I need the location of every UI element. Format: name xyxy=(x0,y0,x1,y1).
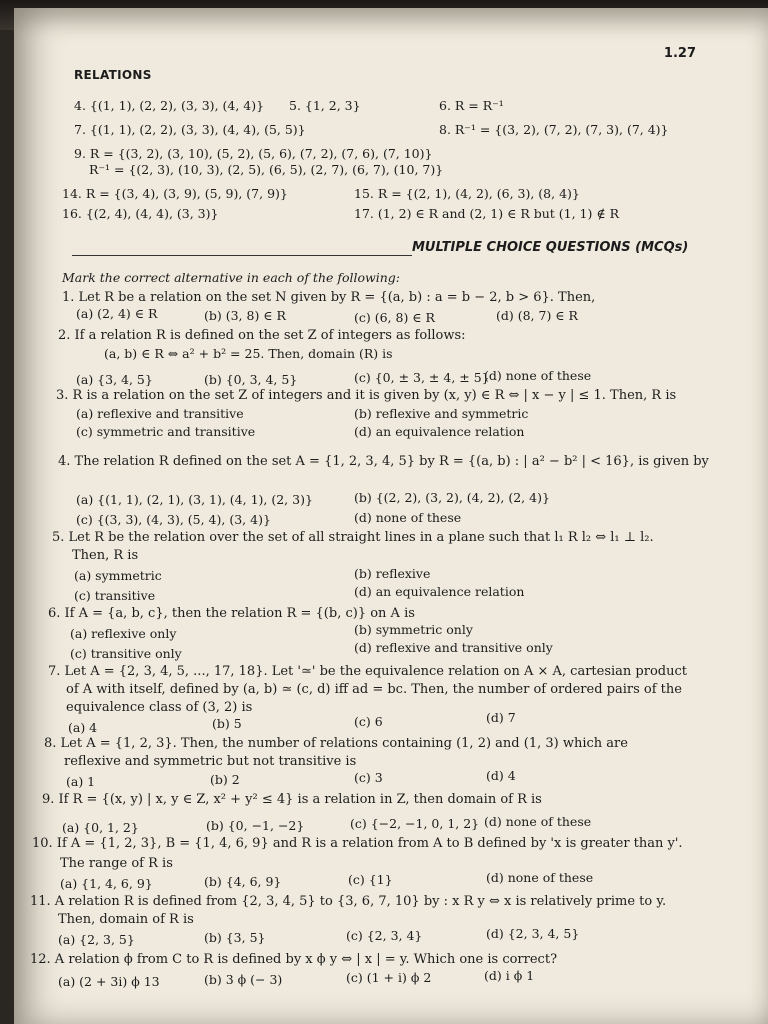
q5-option-a: (a) symmetric xyxy=(74,568,162,583)
q6-text: 6. If A = {a, b, c}, then the relation R = {(b, c)} on A is xyxy=(48,606,415,621)
q8-option-c: (c) 3 xyxy=(354,770,383,785)
q1-option-b: (b) (3, 8) ∈ R xyxy=(204,308,286,323)
q12-option-b: (b) 3 ϕ (− 3) xyxy=(204,972,283,987)
chapter-title: RELATIONS xyxy=(74,68,152,82)
q12-text: 12. A relation ϕ from C to R is defined by x ϕ y ⇔ | x | = y. Which one is correct? xyxy=(30,952,558,967)
q11-option-b: (b) {3, 5} xyxy=(204,930,266,945)
q5-option-b: (b) reflexive xyxy=(354,566,431,581)
answer-15: 15. R = {(2, 1), (4, 2), (6, 3), (8, 4)} xyxy=(354,186,580,201)
q2-condition: (a, b) ∈ R ⇔ a² + b² = 25. Then, domain (R) is xyxy=(104,346,393,361)
answer-14: 14. R = {(3, 4), (3, 9), (5, 9), (7, 9)} xyxy=(62,186,288,201)
textbook-page xyxy=(14,8,768,1024)
q4-option-c: (c) {(3, 3), (4, 3), (5, 4), (3, 4)} xyxy=(76,512,271,527)
q7-option-d: (d) 7 xyxy=(486,710,516,725)
q6-option-c: (c) transitive only xyxy=(70,646,182,661)
q8-text: 8. Let A = {1, 2, 3}. Then, the number of relations containing (1, 2) and (1, 3) which are xyxy=(44,736,628,751)
section-divider xyxy=(72,255,412,256)
answer-5: 5. {1, 2, 3} xyxy=(289,98,361,113)
q6-option-b: (b) symmetric only xyxy=(354,622,473,637)
q9-option-b: (b) {0, −1, −2} xyxy=(206,818,305,833)
q5-option-d: (d) an equivalence relation xyxy=(354,584,525,599)
q2-option-d: (d) none of these xyxy=(484,368,592,383)
q4-option-b: (b) {(2, 2), (3, 2), (4, 2), (2, 4)} xyxy=(354,490,550,505)
q10-option-c: (c) {1} xyxy=(348,872,393,887)
q9-option-a: (a) {0, 1, 2} xyxy=(62,820,139,835)
q10-text: 10. If A = {1, 2, 3}, B = {1, 4, 6, 9} and R is a relation from A to B defined by 'x is greater than y'. xyxy=(32,836,683,851)
section-heading: MULTIPLE CHOICE QUESTIONS (MCQs) xyxy=(412,240,689,255)
q2-option-c: (c) {0, ± 3, ± 4, ± 5} xyxy=(354,370,490,385)
q7-option-c: (c) 6 xyxy=(354,714,383,729)
q7-option-b: (b) 5 xyxy=(212,716,242,731)
q5-option-c: (c) transitive xyxy=(74,588,156,603)
q10-text-2: The range of R is xyxy=(60,856,173,871)
q1-option-a: (a) (2, 4) ∈ R xyxy=(76,306,158,321)
q1-text: 1. Let R be a relation on the set N given by R = {(a, b) : a = b − 2, b > 6}. Then, xyxy=(62,290,596,305)
q11-option-d: (d) {2, 3, 4, 5} xyxy=(486,926,580,941)
answer-9-inverse: R⁻¹ = {(2, 3), (10, 3), (2, 5), (6, 5), (2, 7), (6, 7), (10, 7)} xyxy=(89,162,444,177)
q11-text: 11. A relation R is defined from {2, 3, 4, 5} to {3, 6, 7, 10} by : x R y ⇔ x is relatively prime to y. xyxy=(30,894,667,909)
q1-option-d: (d) (8, 7) ∈ R xyxy=(496,308,578,323)
q12-option-a: (a) (2 + 3i) ϕ 13 xyxy=(58,974,160,989)
q6-option-a: (a) reflexive only xyxy=(70,626,177,641)
instructions: Mark the correct alternative in each of the following: xyxy=(62,270,400,285)
q3-option-b: (b) reflexive and symmetric xyxy=(354,406,529,421)
page-number: 1.27 xyxy=(663,46,696,61)
q3-option-a: (a) reflexive and transitive xyxy=(76,406,244,421)
q10-option-b: (b) {4, 6, 9} xyxy=(204,874,282,889)
q6-option-d: (d) reflexive and transitive only xyxy=(354,640,553,655)
q9-text: 9. If R = {(x, y) | x, y ∈ Z, x² + y² ≤ 4} is a relation in Z, then domain of R is xyxy=(42,792,542,807)
q5-text-2: Then, R is xyxy=(72,548,139,563)
q3-text: 3. R is a relation on the set Z of integers and it is given by (x, y) ∈ R ⇔ | x − y | ≤ 1. Then, R is xyxy=(56,388,677,403)
q2-option-b: (b) {0, 3, 4, 5} xyxy=(204,372,298,387)
q12-option-d: (d) i ϕ 1 xyxy=(484,968,535,983)
q8-option-d: (d) 4 xyxy=(486,768,516,783)
q8-text-2: reflexive and symmetric but not transitive is xyxy=(64,754,357,769)
q10-option-d: (d) none of these xyxy=(486,870,594,885)
q9-option-d: (d) none of these xyxy=(484,814,592,829)
q2-text: 2. If a relation R is defined on the set Z of integers as follows: xyxy=(58,328,466,343)
answer-8: 8. R⁻¹ = {(3, 2), (7, 2), (7, 3), (7, 4)} xyxy=(439,122,669,137)
q3-option-d: (d) an equivalence relation xyxy=(354,424,525,439)
q11-option-c: (c) {2, 3, 4} xyxy=(346,928,423,943)
q5-text: 5. Let R be the relation over the set of all straight lines in a plane such that l₁ R l₂ ⇔ l₁ ⊥ l₂. xyxy=(52,530,654,545)
q11-option-a: (a) {2, 3, 5} xyxy=(58,932,135,947)
q7-text-2: of A with itself, defined by (a, b) ≃ (c, d) iff ad = bc. Then, the number of ordered pairs of the xyxy=(66,682,682,697)
q8-option-a: (a) 1 xyxy=(66,774,96,789)
q12-option-c: (c) (1 + i) ϕ 2 xyxy=(346,970,432,985)
q4-option-a: (a) {(1, 1), (2, 1), (3, 1), (4, 1), (2, 3)} xyxy=(76,492,313,507)
q4-text: 4. The relation R defined on the set A = {1, 2, 3, 4, 5} by R = {(a, b) : | a² − b² | < 16}, is given by xyxy=(58,454,709,469)
answer-17: 17. (1, 2) ∈ R and (2, 1) ∈ R but (1, 1) ∉ R xyxy=(354,206,619,221)
q11-text-2: Then, domain of R is xyxy=(58,912,194,927)
q1-option-c: (c) (6, 8) ∈ R xyxy=(354,310,435,325)
q7-text: 7. Let A = {2, 3, 4, 5, ..., 17, 18}. Let '≃' be the equivalence relation on A × A, cartesian product xyxy=(48,664,687,679)
answer-6: 6. R = R⁻¹ xyxy=(439,98,504,113)
q10-option-a: (a) {1, 4, 6, 9} xyxy=(60,876,153,891)
q9-option-c: (c) {−2, −1, 0, 1, 2} xyxy=(350,816,480,831)
q7-text-3: equivalence class of (3, 2) is xyxy=(66,700,253,715)
q2-option-a: (a) {3, 4, 5} xyxy=(76,372,153,387)
answer-9: 9. R = {(3, 2), (3, 10), (5, 2), (5, 6), (7, 2), (7, 6), (7, 10)} xyxy=(74,146,433,161)
q7-option-a: (a) 4 xyxy=(68,720,98,735)
answer-4: 4. {(1, 1), (2, 2), (3, 3), (4, 4)} xyxy=(74,98,265,113)
answer-7: 7. {(1, 1), (2, 2), (3, 3), (4, 4), (5, 5)} xyxy=(74,122,306,137)
answer-16: 16. {(2, 4), (4, 4), (3, 3)} xyxy=(62,206,219,221)
q3-option-c: (c) symmetric and transitive xyxy=(76,424,256,439)
q4-option-d: (d) none of these xyxy=(354,510,462,525)
q8-option-b: (b) 2 xyxy=(210,772,240,787)
